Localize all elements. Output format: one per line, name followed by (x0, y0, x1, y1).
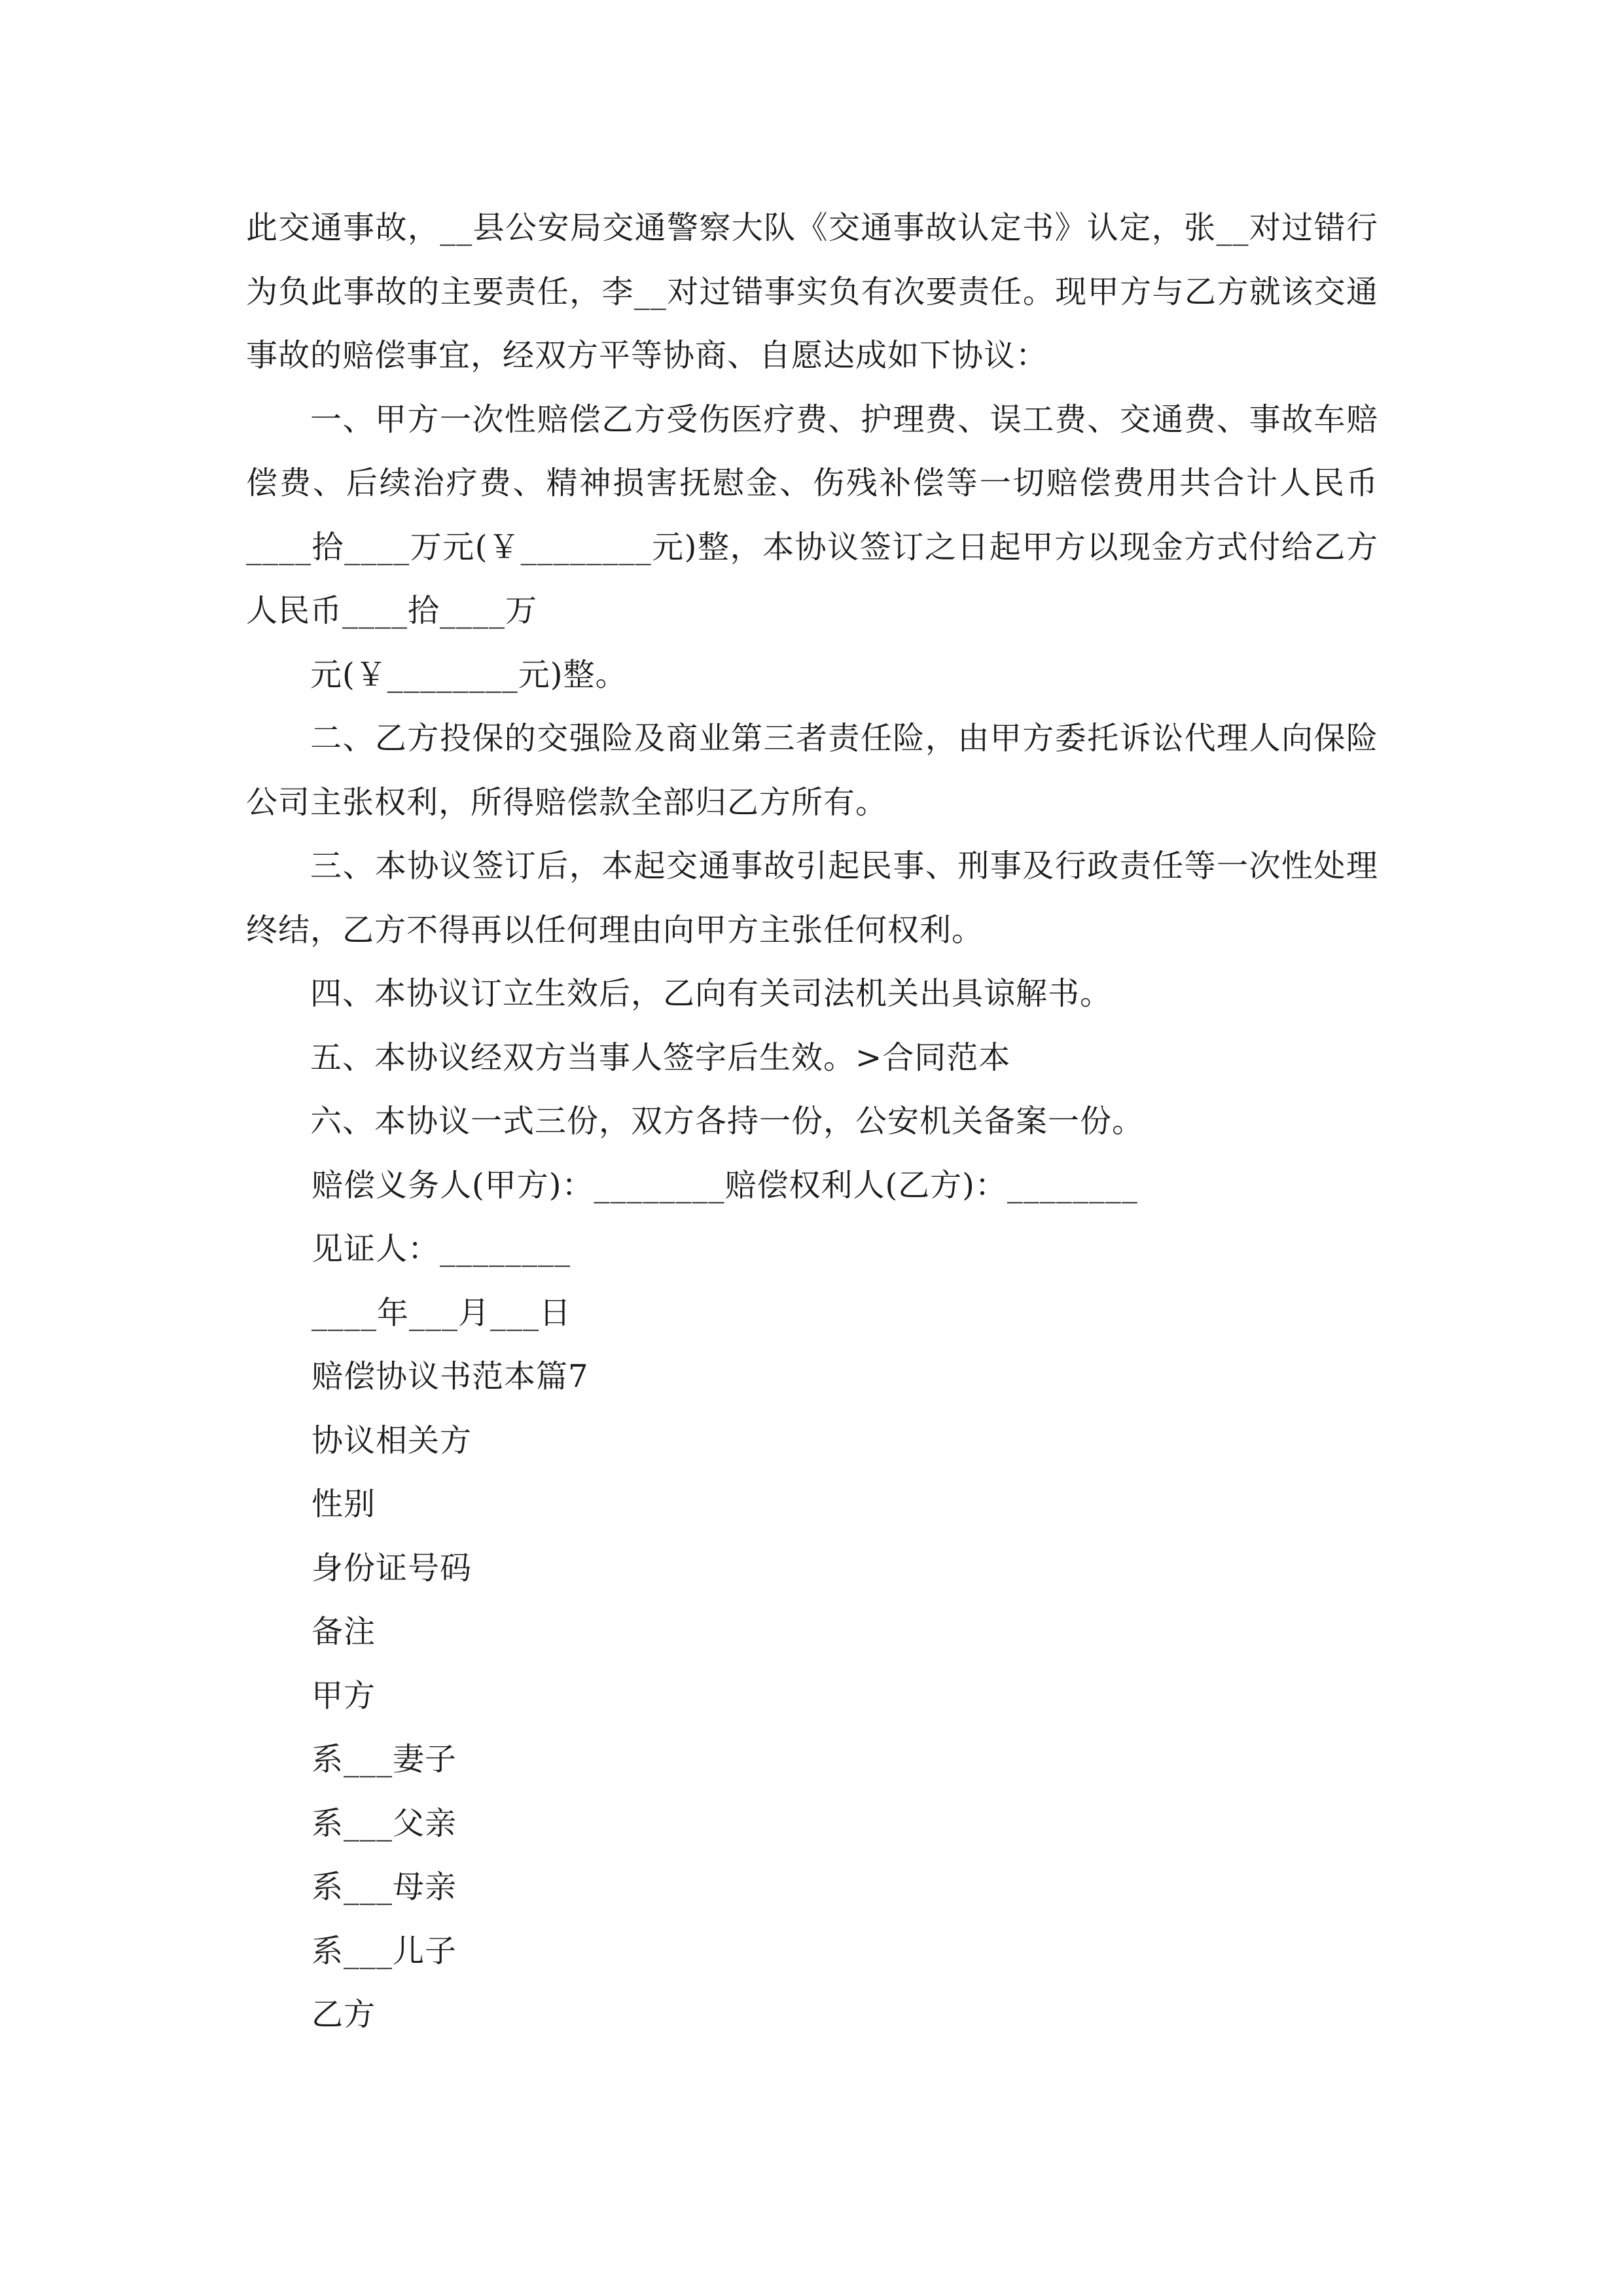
party-a-label: 甲方 (312, 1677, 376, 1714)
table-header-parties: 协议相关方 (312, 1422, 473, 1459)
date-line: ____年___月___日 (312, 1294, 572, 1331)
section-heading: 赔偿协议书范本篇7 (312, 1358, 589, 1395)
witness-line: 见证人：________ (312, 1230, 571, 1267)
relation-father: 系___父亲 (312, 1804, 457, 1842)
paragraph-clause-2: 二、乙方投保的交强险及商业第三者责任险，由甲方委托诉讼代理人向保险公司主张权利，所得赔偿款全部归乙方所有。 (246, 720, 1378, 821)
document-body (246, 196, 1378, 2047)
paragraph-clause-6: 六、本协议一式三份，双方各持一份，公安机关备案一份。 (310, 1103, 1145, 1139)
paragraph-clause-1: 一、甲方一次性赔偿乙方受伤医疗费、护理费、误工费、交通费、事故车赔偿费、后续治疗费、精神损害抚慰金、伤残补偿等一切赔偿费用共合计人民币____拾____万元(￥________元)整，本协议签订之日起甲方以现金方式付给乙方人民币____拾____万 (246, 401, 1378, 629)
table-header-id-number: 身份证号码 (312, 1549, 473, 1587)
paragraph-clause-5: 五、本协议经双方当事人签字后生效。>合同范本 (310, 1039, 1011, 1076)
paragraph-clause-1-amount: 元(￥________元)整。 (310, 656, 628, 693)
signature-parties-line: 赔偿义务人(甲方)：________赔偿权利人(乙方)：________ (312, 1166, 1138, 1204)
table-header-notes: 备注 (312, 1613, 376, 1650)
paragraph-clause-3: 三、本协议签订后，本起交通事故引起民事、刑事及行政责任等一次性处理终结，乙方不得再以任何理由向甲方主张任何权利。 (246, 848, 1378, 948)
paragraph-accident-intro: 此交通事故，__县公安局交通警察大队《交通事故认定书》认定，张__对过错行为负此事故的主要责任，李__对过错事实负有次要责任。现甲方与乙方就该交通事故的赔偿事宜，经双方平等协商、自愿达成如下协议： (246, 209, 1378, 374)
relation-son: 系___儿子 (312, 1932, 457, 1969)
relation-mother: 系___母亲 (312, 1869, 457, 1905)
relation-wife: 系___妻子 (312, 1741, 457, 1778)
table-header-gender: 性别 (312, 1486, 376, 1522)
party-b-label: 乙方 (312, 1996, 376, 2033)
paragraph-clause-4: 四、本协议订立生效后，乙向有关司法机关出具谅解书。 (310, 975, 1113, 1012)
